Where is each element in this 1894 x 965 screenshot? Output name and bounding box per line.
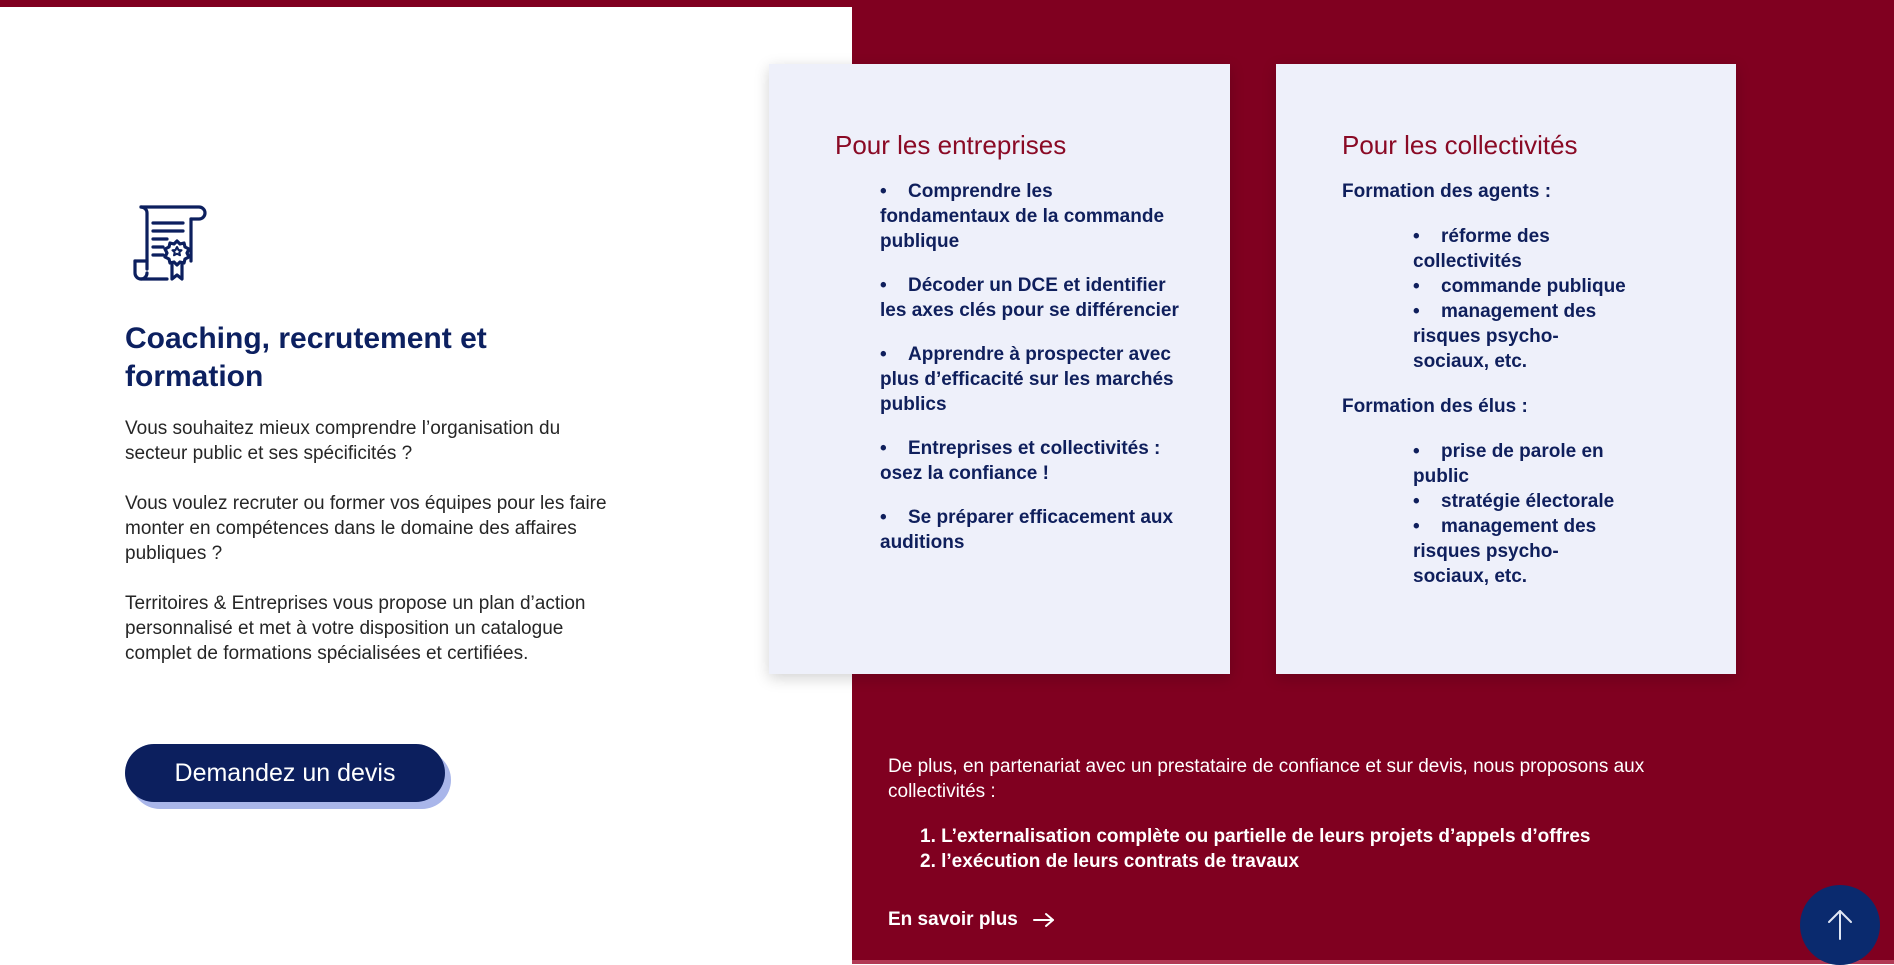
arrow-up-icon [1825, 908, 1855, 942]
bullet-icon: • [1413, 276, 1420, 297]
agents-list [1413, 224, 1653, 374]
list-item-text: réforme des collectivités [1413, 226, 1550, 272]
bullet-icon: • [1413, 441, 1420, 462]
list-item [880, 273, 1180, 323]
bullet-icon: • [880, 275, 887, 296]
partnership-text: De plus, en partenariat avec un prestataire de confiance et sur devis, nous proposons aux collectivités : [888, 756, 1645, 802]
list-item-text: Décoder un DCE et identifier les axes clés pour se différencier [880, 275, 1179, 321]
bullet-list [880, 179, 1180, 574]
card-entreprises [769, 64, 1230, 674]
list-item-text: Entreprises et collectivités : osez la confiance ! [880, 438, 1161, 484]
list-item-text: commande publique [1441, 276, 1626, 297]
list-item-text: Comprendre les fondamentaux de la commande publique [880, 181, 1165, 252]
list-item [880, 505, 1180, 555]
numbered-item: 1. L’externalisation complète ou partielle de leurs projets d’appels d’offres [920, 826, 1591, 847]
bullet-icon: • [1413, 226, 1420, 247]
learn-more-link[interactable] [888, 907, 1056, 932]
list-item-text: stratégie électorale [1441, 491, 1615, 512]
list-item-text: management des risques psycho-sociaux, etc. [1413, 516, 1597, 587]
elus-list [1413, 439, 1653, 589]
intro-paragraph: Territoires & Entreprises vous propose un plan d’action personnalisé et met à votre disposition un catalogue complet de formations spécialisées et certifiées. [125, 593, 586, 664]
certificate-scroll-icon [125, 203, 207, 285]
scroll-to-top-button[interactable] [1800, 885, 1880, 965]
bullet-icon: • [880, 181, 887, 202]
list-item [1413, 489, 1653, 514]
list-item [880, 179, 1180, 254]
list-item-text: prise de parole en public [1413, 441, 1604, 487]
list-item-text: management des risques psycho-sociaux, etc. [1413, 301, 1597, 372]
list-item [1413, 299, 1613, 374]
card-title: Pour les collectivités [1342, 130, 1578, 160]
intro-text [125, 416, 625, 691]
bottom-edge-line [852, 960, 1894, 964]
card-title: Pour les entreprises [835, 130, 1067, 160]
bullet-icon: • [880, 507, 887, 528]
list-item [1413, 439, 1623, 489]
list-item-text: Se préparer efficacement aux auditions [880, 507, 1174, 553]
arrow-right-icon [1032, 912, 1056, 928]
list-item [1413, 224, 1653, 274]
list-item [880, 342, 1180, 417]
bullet-icon: • [880, 344, 887, 365]
request-quote-button[interactable]: Demandez un devis [125, 744, 445, 802]
list-item [1413, 274, 1653, 299]
list-item [880, 436, 1180, 486]
intro-paragraph: Vous voulez recruter ou former vos équipes pour les faire monter en compétences dans le domaine des affaires publiques ? [125, 493, 607, 564]
intro-paragraph: Vous souhaitez mieux comprendre l’organisation du secteur public et ses spécificités ? [125, 418, 561, 464]
bullet-icon: • [880, 438, 887, 459]
bullet-icon: • [1413, 491, 1420, 512]
elus-heading: Formation des élus : [1342, 396, 1528, 417]
numbered-item: 2. l’exécution de leurs contrats de travaux [920, 851, 1300, 872]
list-item-text: Apprendre à prospecter avec plus d’efficacité sur les marchés publics [880, 344, 1174, 415]
list-item [1413, 514, 1613, 589]
agents-heading: Formation des agents : [1342, 181, 1552, 202]
bullet-icon: • [1413, 516, 1420, 537]
bullet-icon: • [1413, 301, 1420, 322]
numbered-list [920, 824, 1680, 874]
learn-more-label: En savoir plus [888, 909, 1018, 930]
section-heading: Coaching, recrutement et formation [125, 322, 487, 393]
card-collectivites [1276, 64, 1736, 674]
